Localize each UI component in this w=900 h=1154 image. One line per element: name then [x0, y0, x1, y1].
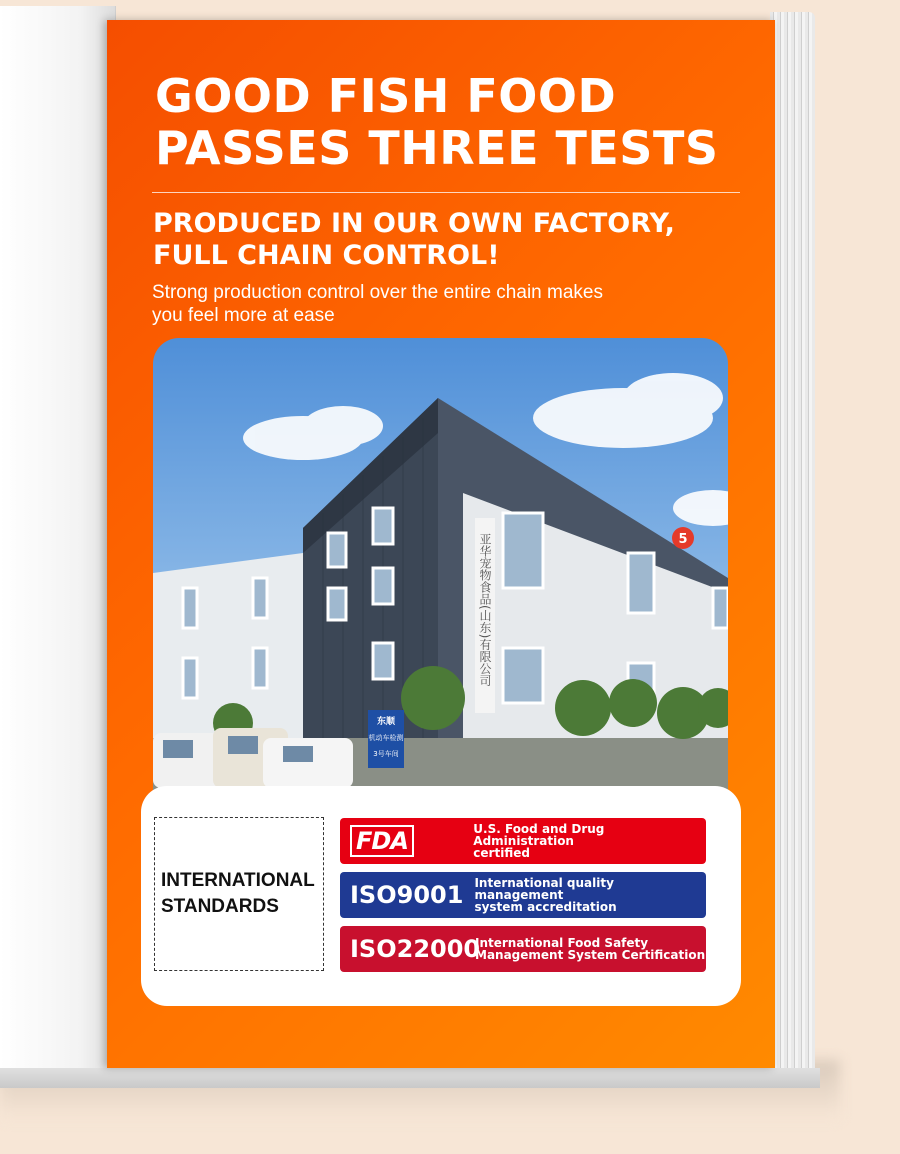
left-page [0, 6, 116, 1074]
page-bottom-edge [0, 1068, 820, 1088]
iso9001-certification [340, 872, 706, 918]
page-title [155, 70, 755, 174]
description-line-1: Strong production control over the entire chain makes [152, 282, 603, 303]
road-sign-line-1: 东顺 [376, 717, 396, 727]
subtitle [153, 208, 753, 272]
page-edges [770, 12, 815, 1082]
iso22000-text-line-2: Management System Certification [475, 948, 706, 962]
building-number: 5 [678, 532, 688, 547]
road-sign-line-3: 3号车间 [373, 750, 399, 758]
iso22000-text-line-1: International Food Safety [475, 936, 649, 950]
factory-vertical-sign [478, 533, 492, 687]
fda-logo-icon: FDA [350, 825, 414, 857]
international-standards-box [154, 817, 324, 971]
iso22000-logo: ISO22000 [350, 935, 481, 963]
title-line-1: GOOD FISH FOOD [155, 69, 617, 123]
iso9001-text-line-1: International quality management [474, 876, 614, 902]
road-sign-line-2: 机动车检测 [368, 734, 404, 742]
factory-photo [153, 338, 728, 798]
iso22000-description [475, 937, 705, 961]
standards-line-1: INTERNATIONAL [161, 870, 315, 891]
fda-logo [340, 825, 473, 857]
iso9001-text-line-2: system accreditation [474, 900, 617, 914]
description-line-2: you feel more at ease [152, 305, 335, 326]
subtitle-line-1: PRODUCED IN OUR OWN FACTORY, [153, 208, 675, 239]
iso22000-certification [340, 926, 706, 972]
fda-text-line-2: certified [473, 846, 530, 860]
iso9001-logo: ISO9001 [350, 881, 464, 909]
iso9001-description [474, 877, 706, 913]
standards-line-2: STANDARDS [161, 896, 279, 917]
factory-sign-text: 亚华宠物食品(山东)有限公司 [478, 533, 492, 687]
description [152, 281, 712, 327]
title-line-2: PASSES THREE TESTS [155, 121, 719, 175]
fda-description [473, 823, 706, 859]
subtitle-line-2: FULL CHAIN CONTROL! [153, 240, 500, 271]
fda-text-line-1: U.S. Food and Drug Administration [473, 822, 605, 848]
international-standards-label [155, 868, 315, 920]
fda-certification [340, 818, 706, 864]
title-divider [152, 192, 740, 193]
